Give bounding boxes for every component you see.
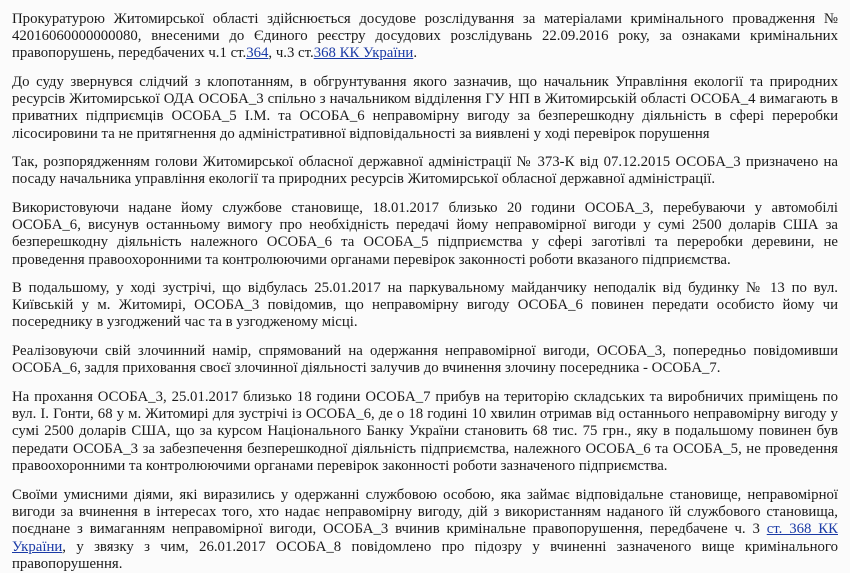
link-article-364[interactable]: 364 bbox=[246, 45, 269, 62]
p3-text: Так, розпорядженням голови Житомирської обласної державної адміністрації № 373-К від 07.12.2015 ОСОБА_3 призначено на посаду начальника управління екології та природних ресурсів Житомирської обласної державної адміністрації. bbox=[12, 154, 838, 188]
p7-text: На прохання ОСОБА_3, 25.01.2017 близько 18 години ОСОБА_7 прибув на територію складських та виробничих приміщень по вул. І. Гонти, 68 у м. Житомирі для зустрічі із ОСОБА_6, де о 18 годині 10 хвилин отримав від останнього неправомірну вигоду у сумі 2500 доларів США, що за курсом Національного Банку України становить 68 тис. 75 грн., яку в подальшому повинен був передати ОСОБА_3 за забезпечення безперешкодної діяльність підприємства, належного ОСОБА_6 та ОСОБА_5, не проведення правоохоронними та контролюючими органами перевірок законності роботи зазначеного підприємства. bbox=[12, 389, 838, 474]
paragraph-3 bbox=[12, 154, 838, 188]
p6-text: Реалізовуючи свій злочинний намір, спрямований на одержання неправомірної вигоди, ОСОБА_3, попередньо повідомивши ОСОБА_6, задля приховання своєї злочинної діяльності залучив до вчинення злочину посередника - ОСОБА_7. bbox=[12, 343, 838, 377]
link-article-368-cc-2[interactable]: ст. 368 КК України bbox=[12, 521, 838, 555]
p8-text-1: Своїми умисними діями, які виразились у одержанні службовою особою, яка займає відповідальне становище, неправомірної вигоди за вчинення в інтересах того, хто надає неправомірну вигоду, дій з використанням наданого їй службового становища, поєднане з вимаганням неправомірної вигоди, ОСОБА_3 вчинив кримінальне правопорушення, передбачене ч. 3 bbox=[12, 487, 838, 538]
p8-text-2: , у звязку з чим, 26.01.2017 ОСОБА_8 повідомлено про підозру у вчиненні зазначеного вище кримінального правопорушення. bbox=[12, 538, 838, 572]
p5-text: В подальшому, у ході зустрічі, що відбулась 25.01.2017 на паркувальному майданчику неподалік від будинку № 13 по вул. Київській у м. Житомирі, ОСОБА_3 повідомив, що неправомірну вигоду ОСОБА_6 повинен передати особисто йому чи посереднику в узгоджений час та в узгодженому місці. bbox=[12, 280, 838, 331]
p1-text-3: . bbox=[413, 45, 418, 62]
link-article-368-cc[interactable]: 368 КК України bbox=[313, 45, 414, 62]
paragraph-6 bbox=[12, 343, 838, 377]
paragraph-4 bbox=[12, 200, 838, 269]
p2-text: До суду звернувся слідчий з клопотанням, в обгрунтування якого зазначив, що начальник Управління екології та природних ресурсів Житомирської ОДА ОСОБА_3 спільно з начальником відділення ГУ НП в Житомирській області ОСОБА_4 вимагають в приватних підприємців ОСОБА_5 І.М. та ОСОБА_6 неправомірну вигоду за безперешкодну діяльність в сфері переробки лісосировини та не притягнення до адміністративної відповідальності за виявлені у ході перевірок порушення bbox=[12, 74, 838, 142]
p1-text-2: , ч.3 ст. bbox=[268, 45, 314, 62]
p4-text: Використовуючи надане йому службове становище, 18.01.2017 близько 20 години ОСОБА_3, перебуваючи у автомобілі ОСОБА_6, висунув останньому вимогу про необхідність передачі йому неправомірної вигоди у сумі 2500 доларів США за безперешкодну діяльність належного ОСОБА_6 та ОСОБА_5 підприємства у сфері заготівлі та переробки деревини, не проведення правоохоронними та контролюючими органами перевірок законності роботи вказаного підприємства. bbox=[12, 200, 838, 268]
paragraph-5 bbox=[12, 280, 838, 332]
p1-text-1: Прокуратурою Житомирської області здійснюється досудове розслідування за матеріалами кримінального провадження № 42016060000000080, внесеними до Єдиного реєстру досудових розслідувань 22.09.2016 року, за ознаками кримінальних правопорушень, передбачених ч.1 ст. bbox=[12, 11, 838, 62]
paragraph-8 bbox=[12, 487, 838, 573]
paragraph-7 bbox=[12, 389, 838, 475]
paragraph-2 bbox=[12, 74, 838, 143]
paragraph-1 bbox=[12, 11, 838, 63]
